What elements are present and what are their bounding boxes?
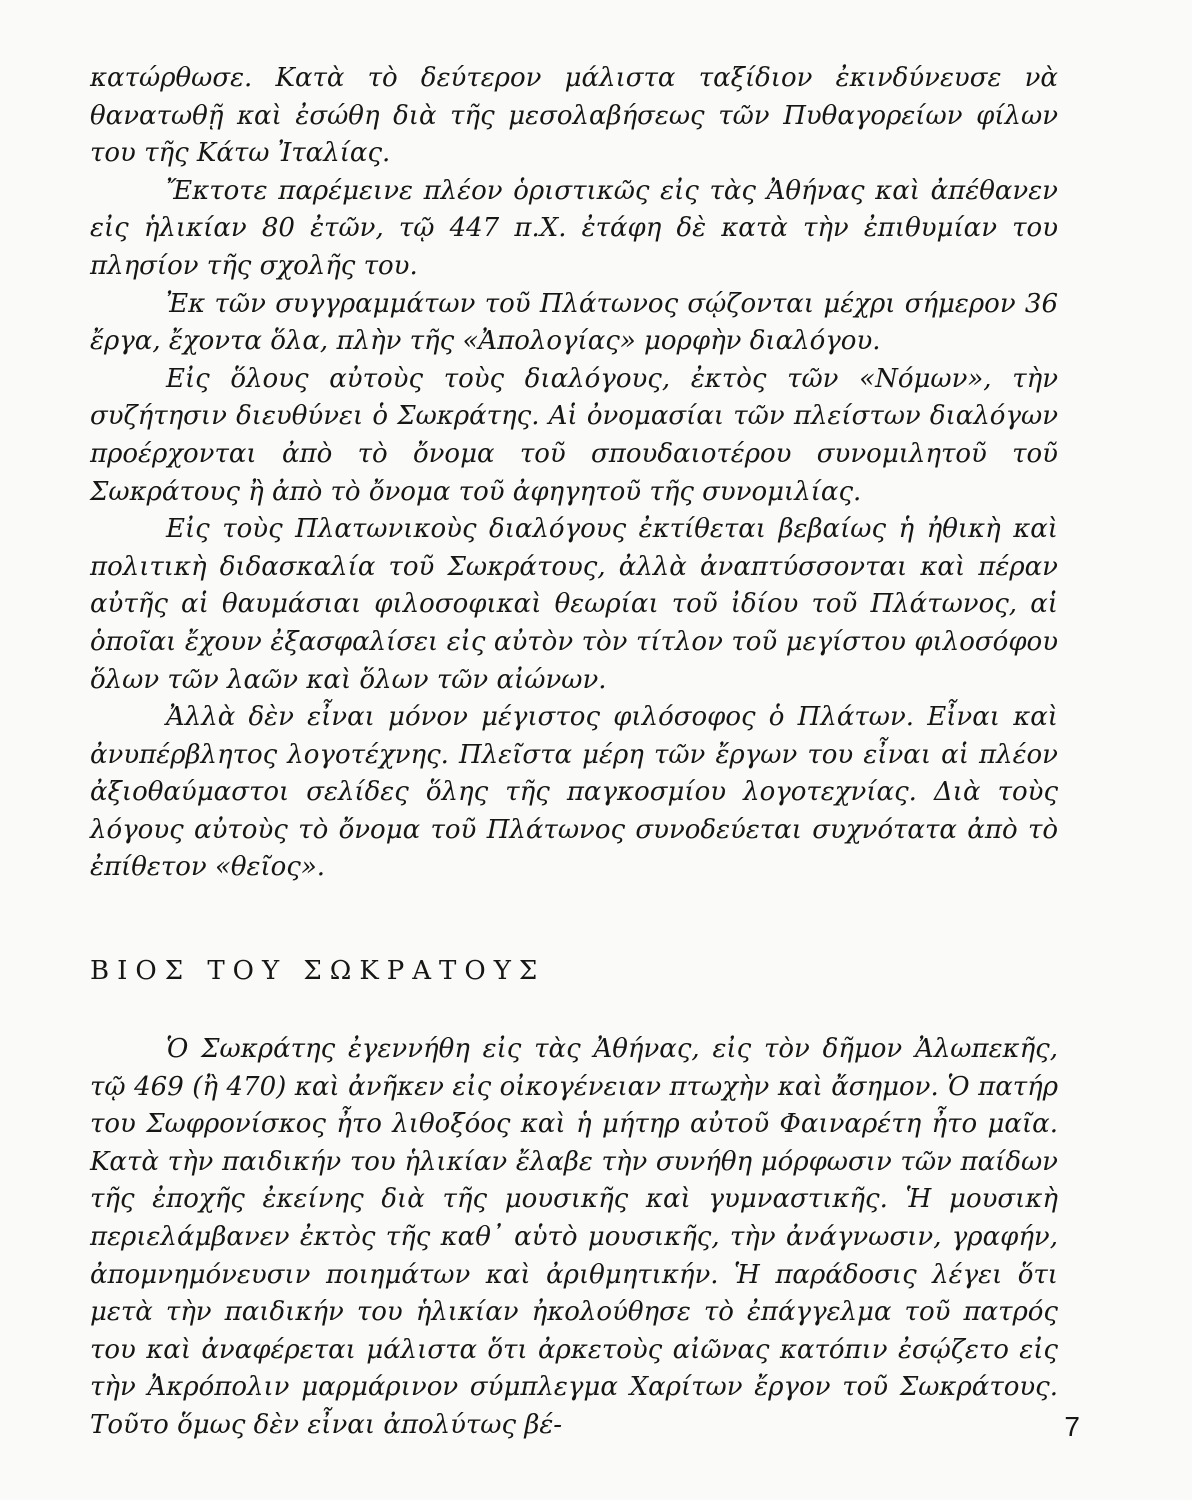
paragraph-plato-works: Ἐκ τῶν συγγραμμάτων τοῦ Πλάτωνος σῴζονται μέχρι σήμερον 36 ἔργα, ἔχοντα ὅλα, πλὴν τῆς «Ἀπολογίας» μορφὴν διαλόγου. [90,288,1058,357]
paragraph-plato-philosophy: Εἰς τοὺς Πλατωνικοὺς διαλόγους ἐκτίθεται βεβαίως ἡ ἠθικὴ καὶ πολιτικὴ διδασκαλία τοῦ Σωκράτους, ἀλλὰ ἀναπτύσσονται καὶ πέραν αὐτῆς αἱ θαυμάσιαι φιλοσοφικαὶ θεωρίαι τοῦ ἰδίου τοῦ Πλάτωνος, αἱ ὁποῖαι ἔχουν ἐξασφαλίσει εἰς αὐτὸν τὸν τίτλον τοῦ μεγίστου φιλοσόφου ὅλων τῶν λαῶν καὶ ὅλων τῶν αἰώνων. [90,514,1058,695]
page-number: 7 [1064,1411,1080,1442]
section-heading: ΒΙΟΣ ΤΟΥ ΣΩΚΡΑΤΟΥΣ [90,956,546,987]
paragraph-plato-literature: Ἀλλὰ δὲν εἶναι μόνον μέγιστος φιλόσοφος ὁ Πλάτων. Εἶναι καὶ ἀνυπέρβλητος λογοτέχνης. Πλεῖστα μέρη τῶν ἔργων του εἶναι αἱ πλέον ἀξιοθαύμαστοι σελίδες ὅλης τῆς παγκοσμίου λογοτεχνίας. Διὰ τοὺς λόγους αὐτοὺς τὸ ὄνομα τοῦ Πλάτωνος συνοδεύεται συχνότατα ἀπὸ τὸ ἐπίθετον «θεῖος». [90,702,1058,883]
paragraph-plato-dialogues: Εἰς ὅλους αὐτοὺς τοὺς διαλόγους, ἐκτὸς τῶν «Νόμων», τὴν συζήτησιν διευθύνει ὁ Σωκράτης. Αἱ ὀνομασίαι τῶν πλείστων διαλόγων προέρχονται ἀπὸ τὸ ὄνομα τοῦ σπουδαιοτέρου συνομιλητοῦ τοῦ Σωκράτους ἢ ἀπὸ τὸ ὄνομα τοῦ ἀφηγητοῦ τῆς συνομιλίας. [90,363,1058,507]
book-page [90,60,1058,1460]
paragraph-plato-death: Ἔκτοτε παρέμεινε πλέον ὁριστικῶς εἰς τὰς Ἀθήνας καὶ ἀπέθανεν εἰς ἡλικίαν 80 ἐτῶν, τῷ 447 π.Χ. ἐτάφη δὲ κατὰ τὴν ἐπιθυμίαν του πλησίον τῆς σχολῆς του. [90,175,1058,281]
socrates-section [90,1031,1058,1445]
plato-section [90,60,1058,887]
paragraph-socrates-life: Ὁ Σωκράτης ἐγεννήθη εἰς τὰς Ἀθήνας, εἰς τὸν δῆμον Ἀλωπεκῆς, τῷ 469 (ἢ 470) καὶ ἀνῆκεν εἰς οἰκογένειαν πτωχὴν καὶ ἄσημον. Ὁ πατήρ του Σωφρονίσκος ἦτο λιθοξόος καὶ ἡ μήτηρ αὐτοῦ Φαιναρέτη ἦτο μαῖα. Κατὰ τὴν παιδικήν του ἡλικίαν ἔλαβε τὴν συνήθη μόρφωσιν τῶν παίδων τῆς ἐποχῆς ἐκείνης διὰ τῆς μουσικῆς καὶ γυμναστικῆς. Ἡ μουσικὴ περιελάμβανεν ἐκτὸς τῆς καθ᾽ αὑτὸ μουσικῆς, τὴν ἀνάγνωσιν, γραφήν, ἀπομνημόνευσιν ποιημάτων καὶ ἀριθμητικήν. Ἡ παράδοσις λέγει ὅτι μετὰ τὴν παιδικήν του ἡλικίαν ἠκολούθησε τὸ ἐπάγγελμα τοῦ πατρός του καὶ ἀναφέρεται μάλιστα ὅτι ἀρκετοὺς αἰῶνας κατόπιν ἐσῴζετο εἰς τὴν Ἀκρόπολιν μαρμάρινον σύμπλεγμα Χαρίτων ἔργον τοῦ Σωκράτους. Τοῦτο ὅμως δὲν εἶναι ἀπολύτως βέ- [90,1034,1058,1440]
paragraph-continuation: κατώρθωσε. Κατὰ τὸ δεύτερον μάλιστα ταξίδιον ἐκινδύνευσε νὰ θανατωθῇ καὶ ἐσώθη διὰ τῆς μεσολαβήσεως τῶν Πυθαγορείων φίλων του τῆς Κάτω Ἰταλίας. [90,63,1058,169]
